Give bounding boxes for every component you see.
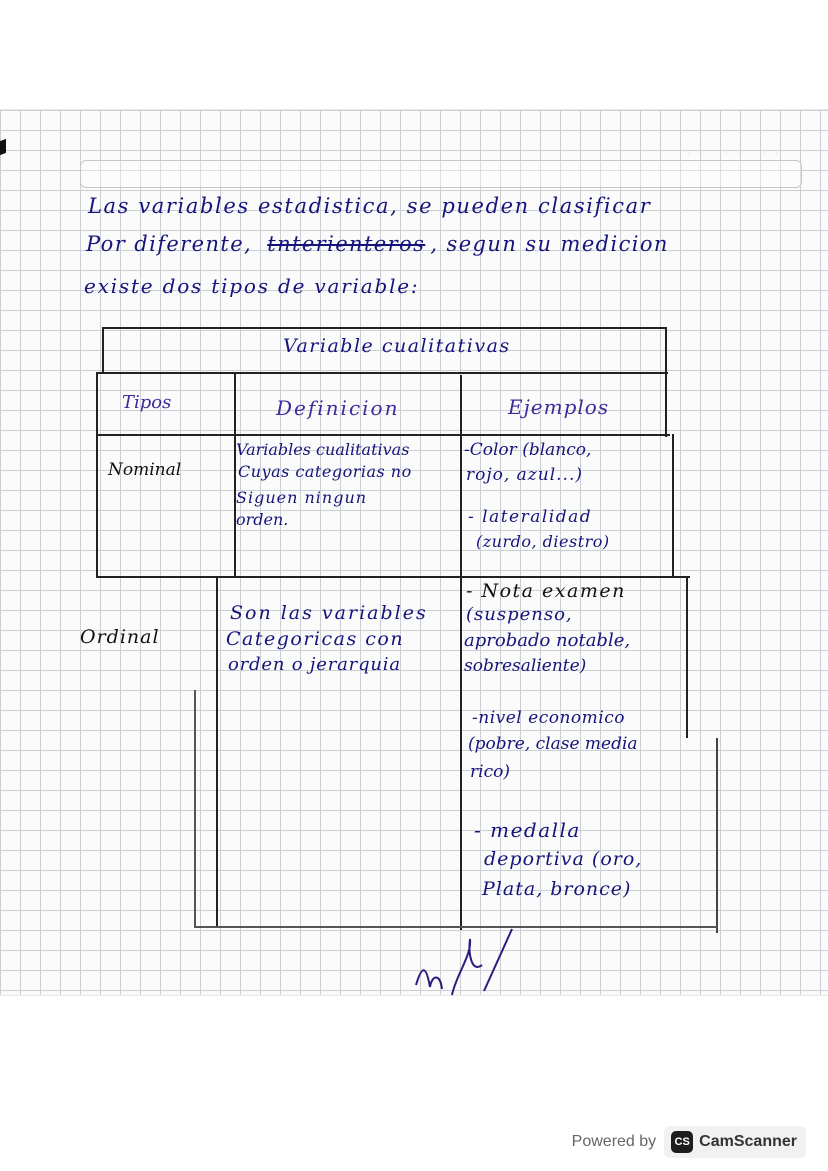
table-title-left-border [102, 327, 104, 373]
title-divider [96, 372, 668, 374]
row-nominal-ej-1: -Color (blanco, [464, 440, 592, 460]
table-right-border-mid [672, 434, 674, 577]
row-nominal-def-4: orden. [236, 510, 289, 529]
intro-line-2-start: Por diferente, [86, 232, 253, 256]
table-top-border [102, 327, 667, 329]
col-divider-1-bottom [216, 576, 218, 926]
signature-scribble [412, 925, 522, 1005]
row-divider [96, 576, 690, 578]
row-ordinal-ej-5: -nivel economico [472, 708, 625, 728]
table-right-border-lower [686, 576, 688, 738]
table-left-border [96, 372, 98, 577]
powered-by-label: Powered by [571, 1133, 657, 1150]
header-ejemplos: Ejemplos [508, 395, 610, 419]
intro-line-2 [86, 234, 669, 255]
row-ordinal-ej-10: Plata, bronce) [482, 878, 632, 900]
row-nominal-def-1: Variables cualitativas [236, 440, 410, 459]
row-ordinal-def-3: orden o jerarquia [228, 654, 401, 675]
intro-line-2-struck: tnterienteros [267, 232, 426, 256]
intro-line-2-end: , segun su medicion [430, 232, 669, 256]
intro-line-1: Las variables estadistica, se pueden clasificar [88, 194, 652, 218]
page-header-box [80, 160, 802, 188]
row-ordinal-ej-9: deportiva (oro, [484, 848, 643, 870]
page-corner-marks: ·· ·· ·· [687, 150, 788, 159]
row-nominal-def-3: Siguen ningun [236, 488, 368, 507]
row-ordinal-ej-2: (suspenso, [466, 604, 573, 625]
camscanner-name: CamScanner [699, 1133, 797, 1150]
header-tipos: Tipos [122, 392, 172, 413]
row-nominal-def-2: Cuyas categorias no [238, 462, 412, 481]
table-bottom-left-border [194, 690, 196, 927]
row-nominal-tipo: Nominal [108, 460, 182, 480]
row-nominal-ej-2: rojo, azul...) [466, 465, 583, 485]
table-title: Variable cualitativas [283, 335, 511, 357]
camscanner-logo-icon: CS [671, 1131, 693, 1153]
camscanner-badge [664, 1126, 806, 1158]
col-divider-2 [460, 375, 462, 930]
row-ordinal-ej-7: rico) [470, 762, 510, 782]
scanner-watermark [572, 1126, 806, 1158]
table-right-border-bottom [716, 738, 718, 933]
row-ordinal-ej-4: sobresaliente) [464, 656, 587, 676]
row-ordinal-def-2: Categoricas con [226, 628, 405, 650]
row-ordinal-ej-8: - medalla [474, 818, 581, 842]
row-ordinal-ej-3: aprobado notable, [464, 630, 631, 651]
row-ordinal-tipo: Ordinal [80, 626, 160, 648]
intro-line-3: existe dos tipos de variable: [84, 274, 420, 298]
page-edge-mark [0, 139, 6, 155]
header-definicion: Definicion [276, 396, 400, 420]
row-ordinal-def-1: Son las variables [230, 602, 428, 624]
col-divider-1-top [234, 372, 236, 577]
row-ordinal-ej-6: (pobre, clase media [468, 734, 638, 754]
header-divider [96, 434, 670, 436]
table-right-border-top [665, 327, 667, 437]
row-nominal-ej-4: (zurdo, diestro) [476, 532, 610, 551]
row-nominal-ej-3: - lateralidad [468, 507, 593, 527]
row-ordinal-ej-1: - Nota examen [466, 580, 626, 602]
